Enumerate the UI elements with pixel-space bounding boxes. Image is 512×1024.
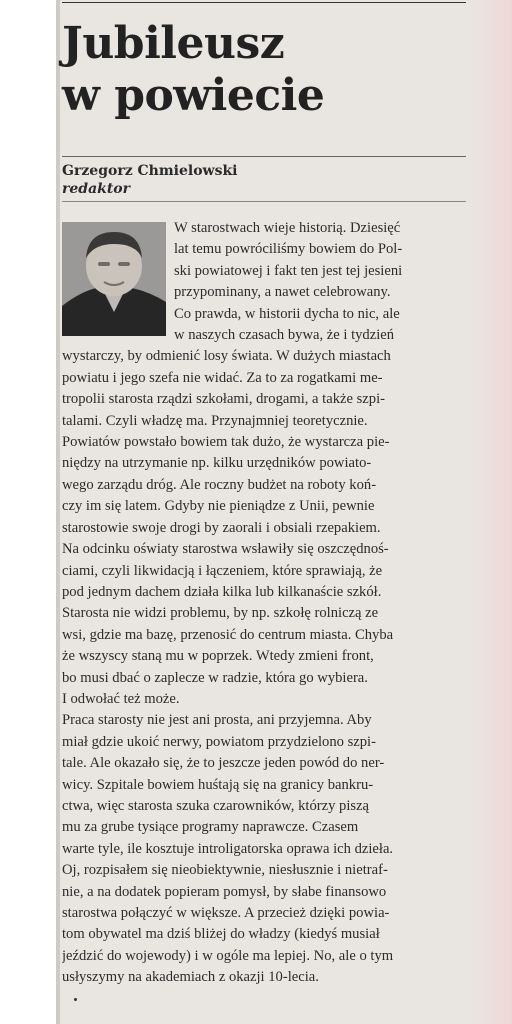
body-line: starostwa połączyć w większe. A przecież dzięki powia- [62, 905, 390, 921]
body-line: usłyszymy na akademiach z okazji 10-lecia. [62, 969, 319, 986]
body-line: ski powiatowej i fakt ten jest tej jesieni [174, 262, 403, 279]
body-line: starostowie swoje drogi by zaorali i obsiali rzepakiem. [62, 519, 381, 536]
body-line: wsi, gdzie ma bazę, przenosić do centrum miasta. Chyba [62, 626, 394, 643]
body-line: w naszych czasach bywa, że i tydzień [174, 327, 395, 344]
body-line: Praca starosty nie jest ani prosta, ani przyjemna. Aby [62, 712, 372, 729]
body-line: pod jednym dachem działa kilka lub kilkanaście szkół. [62, 583, 382, 600]
body-line: że wszyscy staną mu w poprzek. Wtedy zmieni front, [62, 648, 374, 665]
body-line: tom obywatel ma dziś bliżej do władzy (kiedyś musiał [62, 926, 380, 943]
body-line: miał gdzie ukoić nerwy, powiatom przydzielono szpi- [62, 733, 376, 750]
body-line: talami. Czyli władzę ma. Przynajmniej teoretycznie. [62, 412, 368, 429]
stray-dot [74, 998, 77, 1001]
body-line: przypominany, a nawet celebrowany. [174, 284, 391, 301]
body-line: jeździć do wojewody) i w ogóle ma lepiej. No, ale o tym [62, 947, 394, 964]
body-line: Co prawda, w historii dycha to nic, ale [174, 305, 400, 322]
author-role: redaktor [62, 181, 131, 197]
headline-line-2: w powiecie [62, 70, 325, 121]
body-line: wystarczy, by odmienić losy świata. W dużych miastach [62, 348, 391, 365]
body-line: lat temu powróciliśmy bowiem do Pol- [174, 241, 403, 258]
body-line: Oj, rozpisałem się nieobiektywnie, niesłusznie i nietraf- [62, 862, 388, 879]
body-line: W starostwach wieje historią. Dziesięć [174, 220, 401, 236]
body-line: wicy. Szpitale bowiem huśtają się na granicy bankru- [62, 776, 374, 793]
body-line: wego zarządu dróg. Ale roczny budżet na roboty koń- [62, 476, 377, 493]
page-tint [468, 0, 512, 1024]
headline [62, 18, 462, 122]
body-line: ciami, czyli likwidacją i łączeniem, które sprawiają, że [62, 562, 383, 579]
article-body [62, 218, 468, 989]
body-line: Na odcinku oświaty starostwa wsławiły się oszczędnoś- [62, 541, 389, 558]
body-line: bo musi dbać o zaplecze w radzie, która go wybiera. [62, 669, 368, 686]
body-line: Starosta nie widzi problemu, by np. szkołę rolniczą ze [62, 605, 379, 622]
page-edge [56, 0, 60, 1024]
body-line: powiatu i jego szefa nie widać. Za to za rogatkami me- [62, 369, 383, 386]
body-line: Powiatów powstało bowiem tak dużo, że wystarcza pie- [62, 434, 390, 451]
byline-rule [62, 156, 466, 157]
headline-line-1: Jubileusz [62, 18, 285, 69]
body-line: nie, a na dodatek popieram pomysł, by słabe finansowo [62, 883, 387, 900]
body-line: ctwa, więc starosta szuka czarowników, którzy piszą [62, 797, 370, 814]
body-line: mu za grube tysiące programy naprawcze. Czasem [62, 819, 359, 836]
body-line: I odwołać też może. [62, 690, 180, 707]
body-line: czy im się latem. Gdyby nie pieniądze z Unii, pewnie [62, 498, 375, 515]
body-line: tale. Ale okazało się, że to jeszcze jeden powód do ner- [62, 755, 385, 772]
top-rule [62, 2, 466, 3]
body-line: tropolii starosta rządzi szkołami, drogami, a także szpi- [62, 391, 385, 408]
author-name: Grzegorz Chmielowski [62, 163, 238, 179]
body-line: warte tyle, ile kosztuje introligatorska oprawa ich dzieła. [62, 840, 394, 857]
body-line: niędzy na utrzymanie np. kilku urzędników powiato- [62, 455, 372, 472]
author-rule [62, 201, 466, 202]
